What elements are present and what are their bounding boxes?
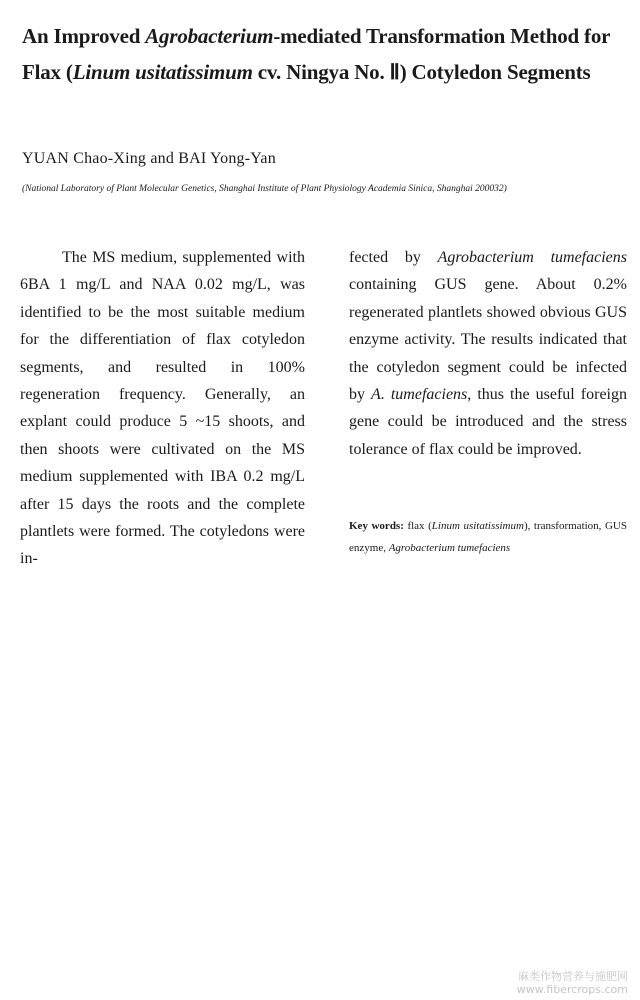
keywords-text-1: flax ( xyxy=(403,520,432,532)
title-text-3: cv. Ningya No. Ⅱ) Cotyledon Segments xyxy=(252,60,591,84)
abstract-right-text-2: containing GUS gene. About 0.2% regenerated plantlets showed obvious GUS enzyme activity. The results indicated that the cotyledon segment could be infected by xyxy=(349,276,627,404)
site-watermark xyxy=(517,970,628,996)
watermark-line-2: www.fibercrops.com xyxy=(516,983,628,996)
authors: YUAN Chao-Xing and BAI Yong-Yan xyxy=(22,150,276,167)
keywords-italic-2: Agrobacterium tumefaciens xyxy=(388,542,511,554)
title-italic-agrobacterium: Agrobacterium xyxy=(145,24,274,48)
affiliation: (National Laboratory of Plant Molecular Genetics, Shanghai Institute of Plant Physiology Academia Sinica, Shanghai 200032) xyxy=(22,184,507,194)
keywords-text-2: ), transformation, GUS enzyme, xyxy=(349,520,627,554)
abstract-left-column xyxy=(20,244,305,573)
abstract-right-italic-2: A. tumefaciens xyxy=(371,386,468,404)
abstract-right-text-1: fected by xyxy=(349,249,438,266)
abstract-left-text: The MS medium, supplemented with 6BA 1 mg/L and NAA 0.02 mg/L, was identified to be the most suitable medium for the differentiation of flax cotyledon segments, and resulted in 100% regeneration frequency. Generally, an explant could produce 5 ~15 shoots, and then shoots were cultivated on the MS medium supplemented with IBA 0.2 mg/L after 15 days the roots and the complete plantlets were formed. The cotyledons were in- xyxy=(20,249,305,568)
keywords-label: Key words: xyxy=(349,520,404,532)
watermark-line-1: 麻类作物营养与施肥网 xyxy=(518,970,628,983)
paper-title xyxy=(22,18,632,90)
abstract-right-column xyxy=(349,244,627,463)
keywords xyxy=(349,515,627,559)
abstract-right-text-3: , thus the useful foreign gene could be introduced and the stress tolerance of flax could be improved. xyxy=(349,386,627,458)
title-italic-linum: Linum usitatissimum xyxy=(72,60,253,84)
title-text-2: -mediated Transformation Method for Flax ( xyxy=(22,24,610,84)
title-text-1: An Improved xyxy=(22,24,146,48)
keywords-italic-1: Linum usitatissimum xyxy=(431,520,524,532)
abstract-right-text xyxy=(349,244,627,463)
abstract-right-italic-1: Agrobacterium tumefaciens xyxy=(437,249,628,266)
